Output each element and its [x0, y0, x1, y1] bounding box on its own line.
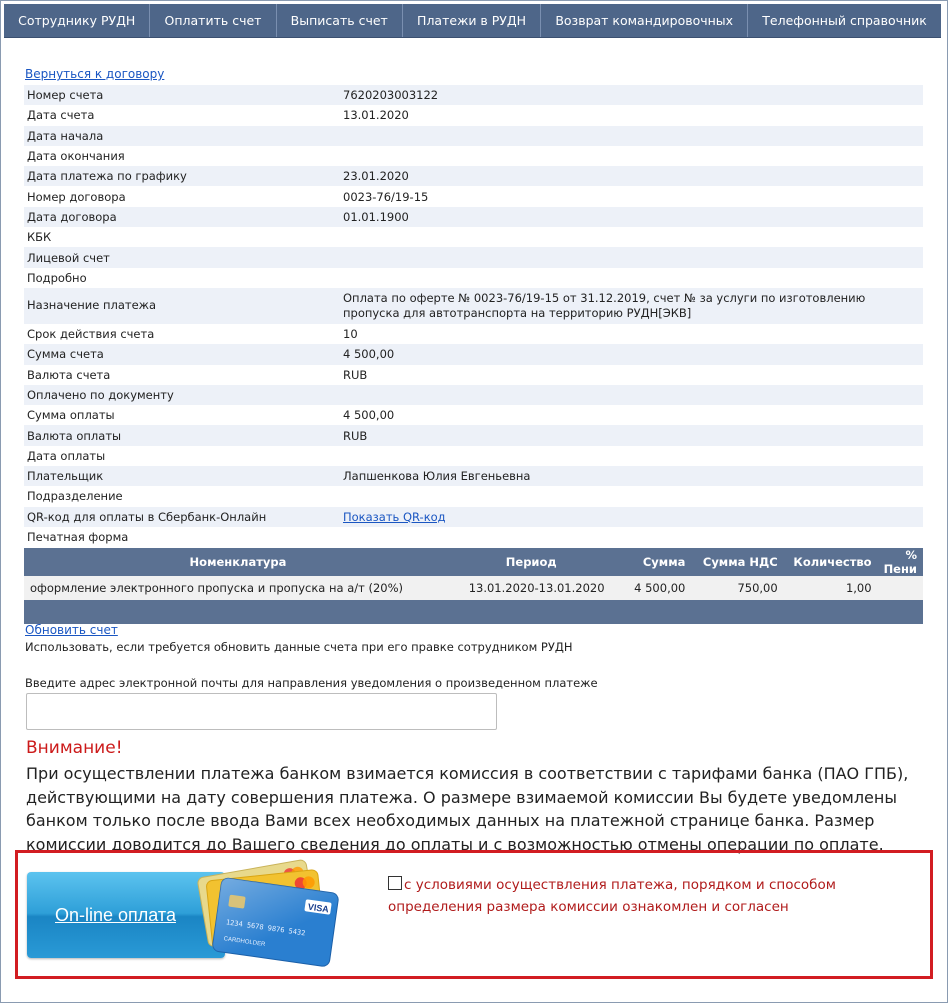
nav-travel-refund[interactable]: Возврат командировочных — [541, 4, 748, 37]
row-value: 01.01.1900 — [340, 207, 923, 227]
row-value: 4 500,00 — [340, 405, 923, 425]
show-qr-link[interactable]: Показать QR-код — [343, 509, 446, 524]
row-value — [340, 146, 923, 166]
row-value: Лапшенкова Юлия Евгеньевна — [340, 466, 923, 486]
top-nav — [4, 4, 941, 38]
row-value — [340, 446, 923, 466]
online-payment-label: On-line оплата — [55, 904, 176, 925]
table-row — [24, 247, 923, 267]
row-label: Срок действия счета — [24, 324, 340, 344]
consent-text: с условиями осуществления платежа, порядком и способом определения размера комиссии ознакомлен и согласен — [388, 877, 836, 915]
table-row — [24, 446, 923, 466]
row-value: RUB — [340, 425, 923, 445]
items-footer-row — [24, 600, 923, 624]
table-row — [24, 385, 923, 405]
table-row — [24, 344, 923, 364]
row-value — [340, 385, 923, 405]
item-vat: 750,00 — [691, 576, 783, 600]
row-value: 13.01.2020 — [340, 105, 923, 125]
row-label: Сумма оплаты — [24, 405, 340, 425]
table-row — [24, 207, 923, 227]
row-value: 0023-76/19-15 — [340, 186, 923, 206]
row-value — [340, 507, 923, 527]
table-row — [24, 576, 923, 600]
items-header-row — [24, 548, 923, 576]
row-value — [340, 486, 923, 506]
col-sum: Сумма — [611, 548, 692, 576]
row-label: КБК — [24, 227, 340, 247]
row-value: Оплата по оферте № 0023-76/19-15 от 31.12.2019, счет № за услуги по изготовлению пропуска для автотранспорта на территорию РУДН[ЭКВ] — [340, 288, 923, 324]
row-label: Сумма счета — [24, 344, 340, 364]
col-vat: Сумма НДС — [691, 548, 783, 576]
row-label: Дата платежа по графику — [24, 166, 340, 186]
card-brand: VISA — [307, 901, 330, 915]
table-row — [24, 268, 923, 288]
row-label: Печатная форма — [24, 527, 340, 547]
item-sum: 4 500,00 — [611, 576, 692, 600]
warning-title: Внимание! — [26, 738, 123, 758]
item-name: оформление электронного пропуска и пропуска на а/т (20%) — [24, 576, 452, 600]
row-label: Дата договора — [24, 207, 340, 227]
card-number: 1234 5678 9876 5432 — [225, 918, 306, 938]
row-label: Плательщик — [24, 466, 340, 486]
row-value: 4 500,00 — [340, 344, 923, 364]
item-penalty — [878, 576, 923, 600]
table-row — [24, 365, 923, 385]
row-label: Номер договора — [24, 186, 340, 206]
credit-cards-icon — [196, 856, 346, 968]
consent-checkbox[interactable] — [388, 876, 402, 890]
item-period: 13.01.2020-13.01.2020 — [452, 576, 611, 600]
consent-block — [388, 874, 928, 918]
nav-phone-directory[interactable]: Телефонный справочник — [762, 13, 927, 28]
table-row — [24, 227, 923, 247]
back-to-contract-link[interactable]: Вернуться к договору — [25, 67, 165, 81]
refresh-invoice-link[interactable]: Обновить счет — [25, 623, 118, 637]
nav-pay-invoice[interactable]: Оплатить счет — [150, 4, 276, 37]
table-row — [24, 85, 923, 105]
table-row — [24, 288, 923, 324]
refresh-note: Использовать, если требуется обновить данные счета при его правке сотрудником РУДН — [25, 640, 573, 654]
col-quantity: Количество — [784, 548, 878, 576]
row-label: Валюта счета — [24, 365, 340, 385]
row-label: Дата начала — [24, 126, 340, 146]
row-label: Дата счета — [24, 105, 340, 125]
table-row — [24, 405, 923, 425]
table-row — [24, 507, 923, 527]
warning-text: При осуществлении платежа банком взимается комиссия в соответствии с тарифами банка (ПАО ГПБ), действующими на дату совершения платежа. О размере взимаемой комиссии Вы будете уведомлены банком только после ввода Вами всех необходимых данных на платежной странице банка. Размер комиссии доводится до Вашего сведения до оплаты и с возможностью отмены операции по оплате. — [26, 764, 909, 854]
row-value: 10 — [340, 324, 923, 344]
table-row — [24, 146, 923, 166]
row-label: Дата окончания — [24, 146, 340, 166]
col-penalty: % Пени — [878, 548, 923, 576]
row-value — [340, 126, 923, 146]
row-label: Оплачено по документу — [24, 385, 340, 405]
table-row — [24, 466, 923, 486]
email-label: Введите адрес электронной почты для направления уведомления о произведенном платеже — [25, 676, 598, 690]
row-value: RUB — [340, 365, 923, 385]
table-row — [24, 425, 923, 445]
row-label: Назначение платежа — [24, 288, 340, 324]
row-label: Подробно — [24, 268, 340, 288]
table-row — [24, 486, 923, 506]
row-label: Валюта оплаты — [24, 425, 340, 445]
table-row — [24, 324, 923, 344]
row-value: 7620203003122 — [340, 85, 923, 105]
row-value: 23.01.2020 — [340, 166, 923, 186]
invoice-details-table — [24, 85, 923, 547]
items-table — [24, 548, 923, 624]
card-holder: CARDHOLDER — [223, 936, 266, 948]
row-value — [340, 527, 923, 547]
table-row — [24, 126, 923, 146]
table-row — [24, 166, 923, 186]
table-row — [24, 527, 923, 547]
nav-issue-invoice[interactable]: Выписать счет — [277, 4, 403, 37]
row-label: Подразделение — [24, 486, 340, 506]
item-quantity: 1,00 — [784, 576, 878, 600]
table-row — [24, 105, 923, 125]
row-label: QR-код для оплаты в Сбербанк-Онлайн — [24, 507, 340, 527]
col-nomenclature: Номенклатура — [24, 548, 452, 576]
row-value — [340, 268, 923, 288]
col-period: Период — [452, 548, 611, 576]
nav-employee[interactable]: Сотруднику РУДН — [4, 4, 150, 37]
email-input[interactable] — [26, 693, 497, 730]
row-label: Номер счета — [24, 85, 340, 105]
row-value — [340, 227, 923, 247]
row-label: Лицевой счет — [24, 247, 340, 267]
nav-payments[interactable]: Платежи в РУДН — [403, 4, 541, 37]
row-label: Дата оплаты — [24, 446, 340, 466]
table-row — [24, 186, 923, 206]
row-value — [340, 247, 923, 267]
